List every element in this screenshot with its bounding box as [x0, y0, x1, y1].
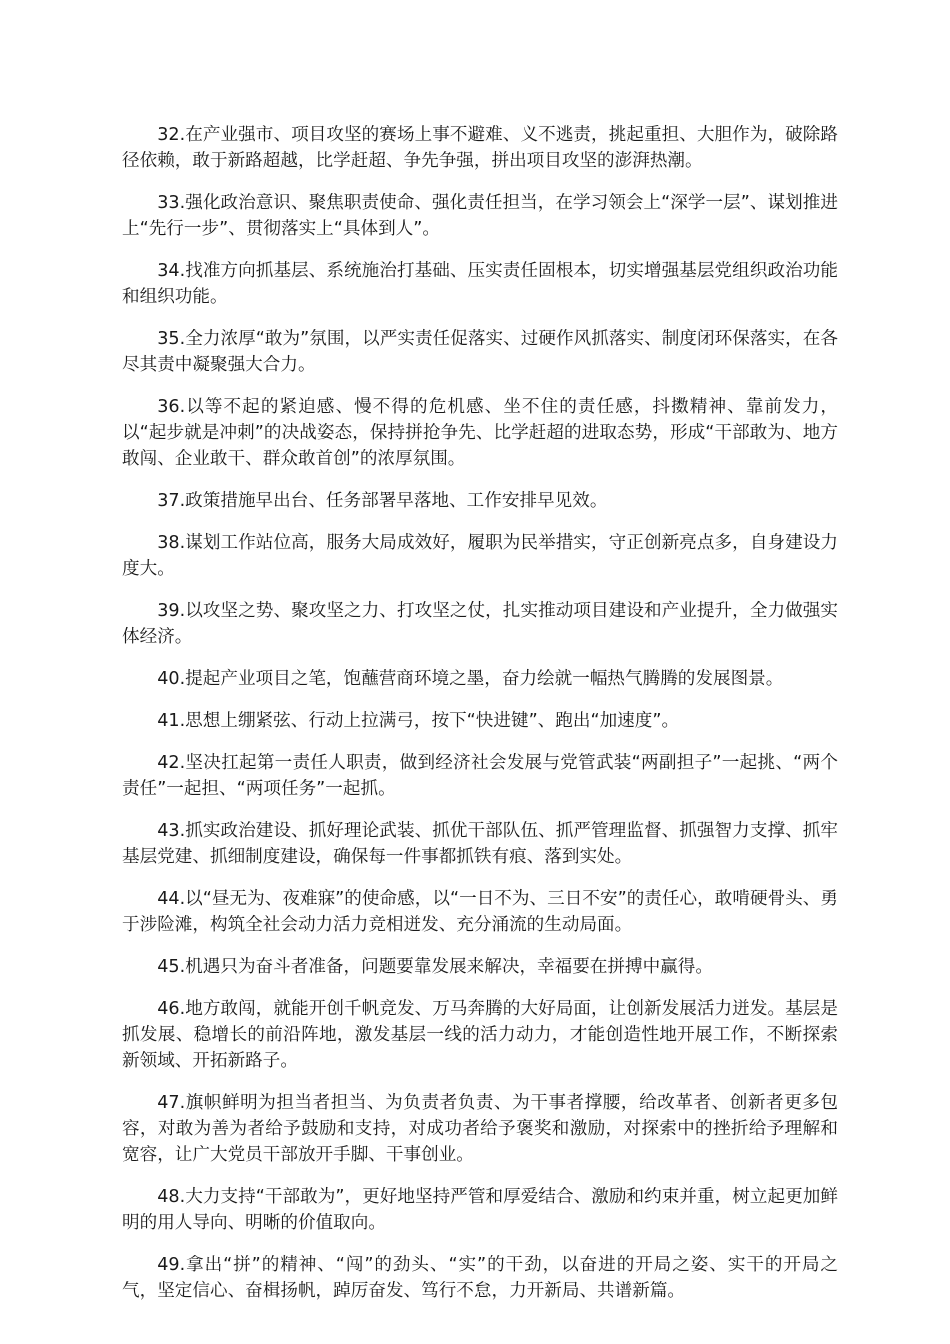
paragraph-49: 49.拿出“拼”的精神、“闯”的劲头、“实”的干劲，以奋进的开局之姿、实干的开局之气，坚定信心、奋楫扬帆，踔厉奋发、笃行不怠，力开新局、共谱新篇。 — [122, 1255, 838, 1301]
paragraph-48: 48.大力支持“干部敢为”，更好地坚持严管和厚爱结合、激励和约束并重，树立起更加鲜明的用人导向、明晰的价值取向。 — [122, 1187, 838, 1233]
paragraph-33: 33.强化政治意识、聚焦职责使命、强化责任担当，在学习领会上“深学一层”、谋划推进上“先行一步”、贯彻落实上“具体到人”。 — [122, 193, 838, 239]
paragraph-43: 43.抓实政治建设、抓好理论武装、抓优干部队伍、抓严管理监督、抓强智力支撑、抓牢基层党建、抓细制度建设，确保每一件事都抓铁有痕、落到实处。 — [122, 821, 838, 867]
paragraph-35: 35.全力浓厚“敢为”氛围，以严实责任促落实、过硬作风抓落实、制度闭环保落实，在各尽其责中凝聚强大合力。 — [122, 329, 838, 375]
document-page — [122, 122, 838, 1320]
paragraph-47: 47.旗帜鲜明为担当者担当、为负责者负责、为干事者撑腰，给改革者、创新者更多包容，对敢为善为者给予鼓励和支持，对成功者给予褒奖和激励，对探索中的挫折给予理解和宽容，让广大党员干部放开手脚、干事创业。 — [122, 1093, 838, 1165]
paragraph-36: 36.以等不起的紧迫感、慢不得的危机感、坐不住的责任感，抖擞精神、靠前发力，以“起步就是冲刺”的决战姿态，保持拼抢争先、比学赶超的进取态势，形成“干部敢为、地方敢闯、企业敢干、群众敢首创”的浓厚氛围。 — [122, 397, 838, 469]
paragraph-37: 37.政策措施早出台、任务部署早落地、工作安排早见效。 — [157, 491, 608, 511]
paragraph-44: 44.以“昼无为、夜难寐”的使命感，以“一日不为、三日不安”的责任心，敢啃硬骨头、勇于涉险滩，构筑全社会动力活力竞相迸发、充分涌流的生动局面。 — [122, 889, 838, 935]
paragraph-38: 38.谋划工作站位高，服务大局成效好，履职为民举措实，守正创新亮点多，自身建设力度大。 — [122, 533, 838, 579]
paragraph-45: 45.机遇只为奋斗者准备，问题要靠发展来解决，幸福要在拼搏中赢得。 — [157, 957, 713, 977]
paragraph-40: 40.提起产业项目之笔，饱蘸营商环境之墨，奋力绘就一幅热气腾腾的发展图景。 — [157, 669, 784, 689]
paragraph-32: 32.在产业强市、项目攻坚的赛场上事不避难、义不逃责，挑起重担、大胆作为，破除路径依赖，敢于新路超越，比学赶超、争先争强，拼出项目攻坚的澎湃热潮。 — [122, 125, 838, 171]
paragraph-42: 42.坚决扛起第一责任人职责，做到经济社会发展与党管武装“两副担子”一起挑、“两个责任”一起担、“两项任务”一起抓。 — [122, 753, 838, 799]
paragraph-34: 34.找准方向抓基层、系统施治打基础、压实责任固根本，切实增强基层党组织政治功能和组织功能。 — [122, 261, 838, 307]
paragraph-39: 39.以攻坚之势、聚攻坚之力、打攻坚之仗，扎实推动项目建设和产业提升，全力做强实体经济。 — [122, 601, 838, 647]
paragraph-41: 41.思想上绷紧弦、行动上拉满弓，按下“快进键”、跑出“加速度”。 — [157, 711, 680, 731]
paragraph-46: 46.地方敢闯，就能开创千帆竞发、万马奔腾的大好局面，让创新发展活力迸发。基层是抓发展、稳增长的前沿阵地，激发基层一线的活力动力，才能创造性地开展工作，不断探索新领域、开拓新路子。 — [122, 999, 838, 1071]
